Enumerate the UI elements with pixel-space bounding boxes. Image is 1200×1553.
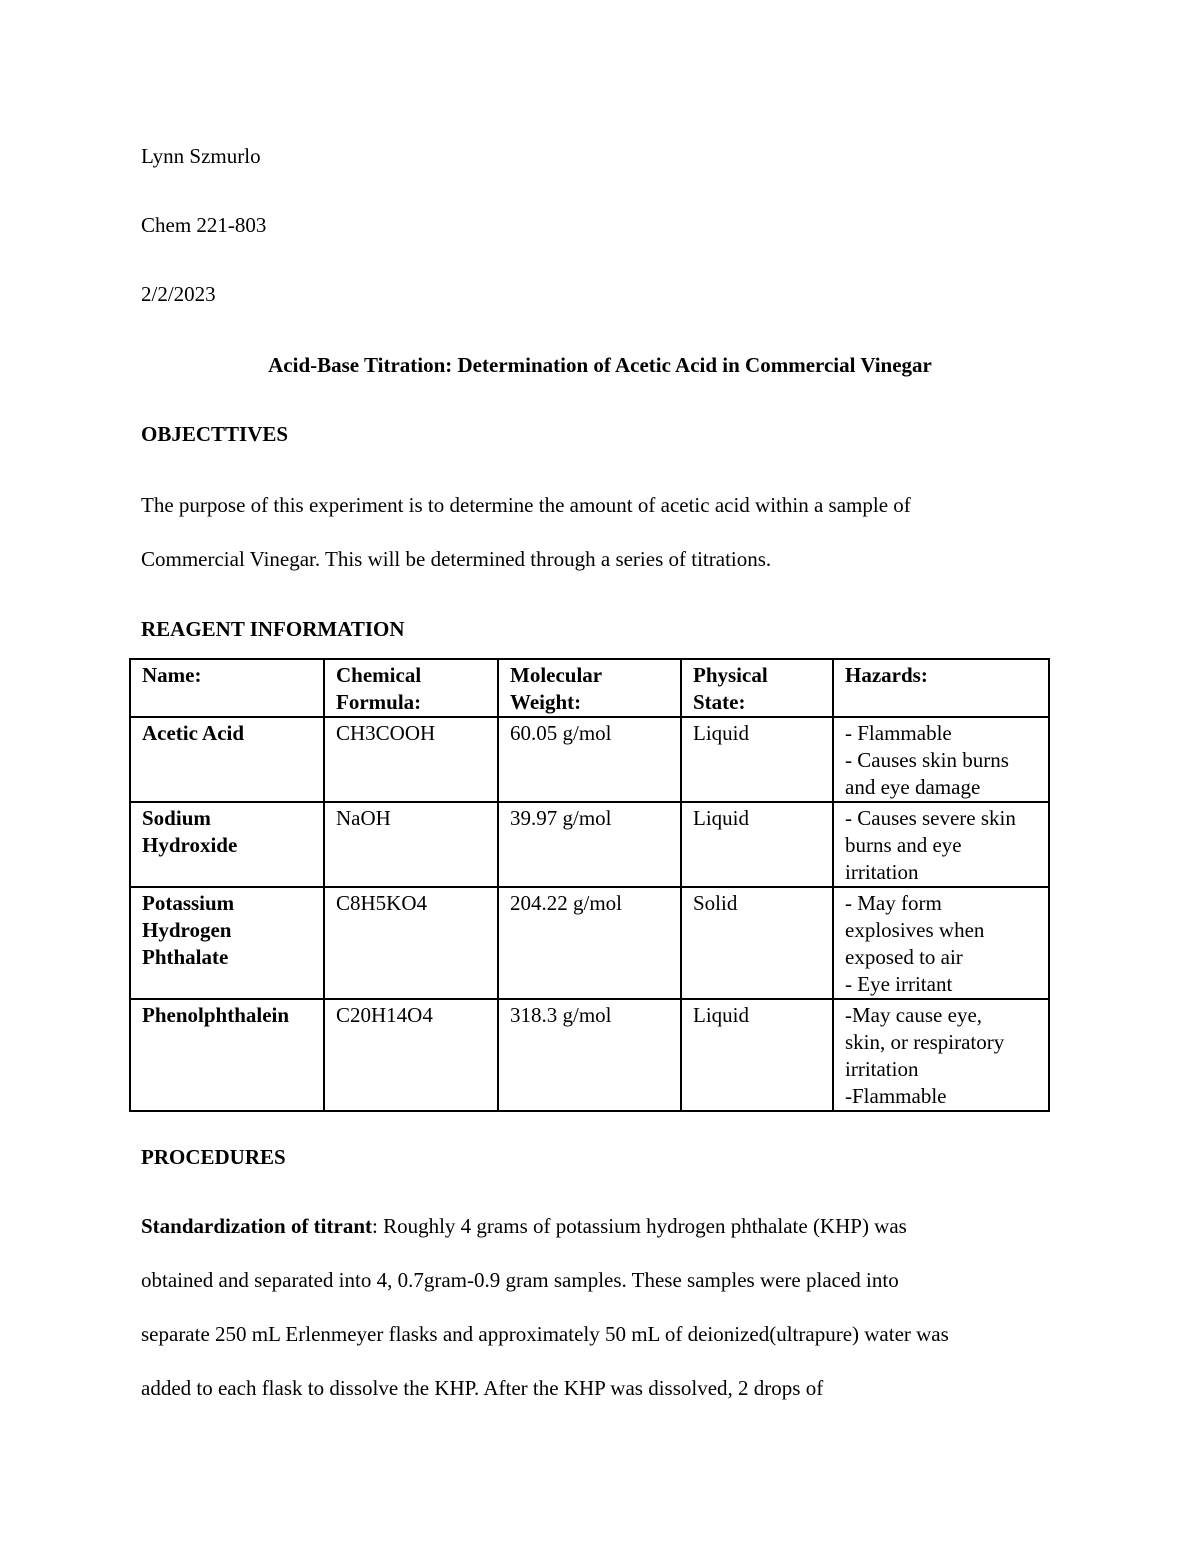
procedures-line-4: added to each flask to dissolve the KHP. After the KHP was dissolved, 2 drops of (141, 1376, 824, 1400)
author-name: Lynn Szmurlo (141, 144, 261, 168)
reagent-hazards: - May form explosives when exposed to air - Eye irritant (833, 887, 1049, 999)
table-row (130, 802, 1049, 887)
table-header-row (130, 659, 1049, 717)
column-header-hazards: Hazards: (833, 659, 1049, 717)
reagent-heading: REAGENT INFORMATION (141, 617, 405, 641)
procedures-line-3: separate 250 mL Erlenmeyer flasks and approximately 50 mL of deionized(ultrapure) water was (141, 1322, 949, 1346)
objectives-heading: OBJECTTIVES (141, 422, 289, 446)
reagent-formula: CH3COOH (324, 717, 498, 802)
reagent-name: Acetic Acid (130, 717, 324, 802)
reagent-weight: 204.22 g/mol (498, 887, 681, 999)
objectives-line-2: Commercial Vinegar. This will be determined through a series of titrations. (141, 547, 772, 571)
column-header-state: Physical State: (681, 659, 833, 717)
procedures-line-2: obtained and separated into 4, 0.7gram-0.9 gram samples. These samples were placed into (141, 1268, 899, 1292)
reagent-weight: 60.05 g/mol (498, 717, 681, 802)
table-row (130, 717, 1049, 802)
reagent-formula: NaOH (324, 802, 498, 887)
table-row (130, 999, 1049, 1111)
column-header-name: Name: (130, 659, 324, 717)
procedures-line-1-text: : Roughly 4 grams of potassium hydrogen phthalate (KHP) was (372, 1214, 907, 1238)
procedures-heading: PROCEDURES (141, 1145, 286, 1169)
reagent-table (129, 658, 1050, 1112)
reagent-weight: 39.97 g/mol (498, 802, 681, 887)
reagent-hazards: - Flammable - Causes skin burns and eye damage (833, 717, 1049, 802)
reagent-state: Liquid (681, 999, 833, 1111)
column-header-formula: Chemical Formula: (324, 659, 498, 717)
procedures-line-1 (141, 1212, 907, 1240)
reagent-formula: C20H14O4 (324, 999, 498, 1111)
objectives-line-1: The purpose of this experiment is to determine the amount of acetic acid within a sample of (141, 493, 911, 517)
reagent-hazards: - Causes severe skin burns and eye irritation (833, 802, 1049, 887)
reagent-state: Solid (681, 887, 833, 999)
course-number: Chem 221-803 (141, 213, 267, 237)
reagent-hazards: -May cause eye, skin, or respiratory irritation -Flammable (833, 999, 1049, 1111)
reagent-name: Potassium Hydrogen Phthalate (130, 887, 324, 999)
reagent-formula: C8H5KO4 (324, 887, 498, 999)
report-title: Acid-Base Titration: Determination of Acetic Acid in Commercial Vinegar (268, 353, 932, 377)
reagent-state: Liquid (681, 802, 833, 887)
reagent-state: Liquid (681, 717, 833, 802)
column-header-weight: Molecular Weight: (498, 659, 681, 717)
report-date: 2/2/2023 (141, 282, 216, 306)
table-row (130, 887, 1049, 999)
reagent-name: Phenolphthalein (130, 999, 324, 1111)
procedures-subheading: Standardization of titrant (141, 1214, 372, 1238)
reagent-name: Sodium Hydroxide (130, 802, 324, 887)
reagent-weight: 318.3 g/mol (498, 999, 681, 1111)
